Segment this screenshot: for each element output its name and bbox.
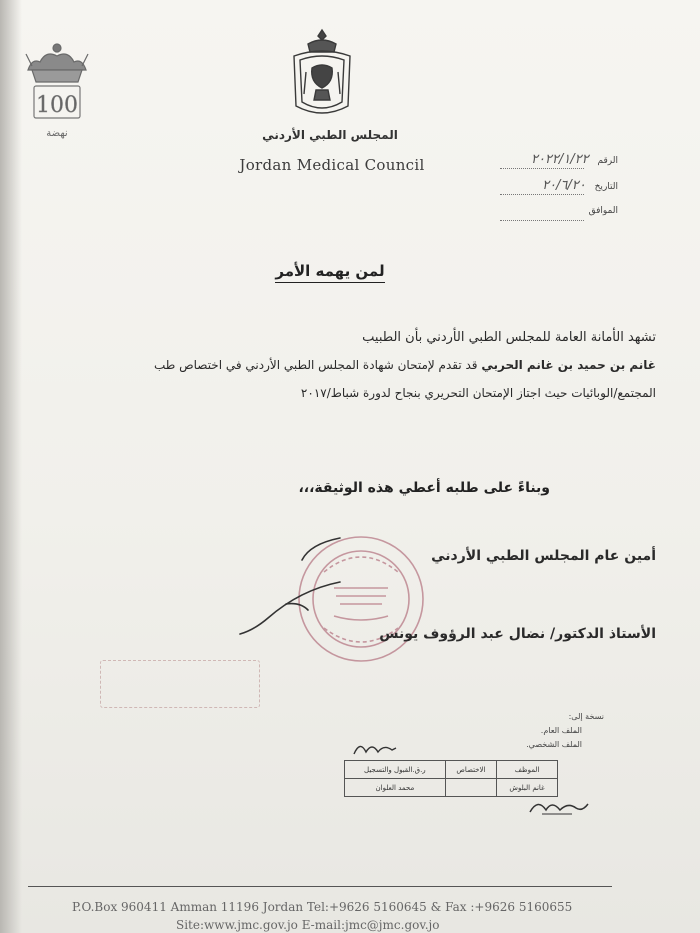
closing-statement: وبناءً على طلبه أعطي هذه الوثيقة،،، [298, 480, 550, 496]
council-name-english: Jordan Medical Council [239, 156, 425, 174]
table-cell [445, 779, 496, 797]
date-field [508, 178, 618, 193]
copies-block [404, 712, 604, 754]
date-dotted-line [500, 194, 584, 195]
table-cell: الموظف [497, 761, 558, 779]
copy-item: الملف الشخصي. [526, 740, 582, 749]
body-line-3: المجتمع/الوبائيات حيث اجتاز الإمتحان التحريري بنجاح لدورة شباط/٢٠١٧ [300, 386, 656, 400]
candidate-name: غانم بن حميد بن غانم الحربي [481, 358, 656, 372]
council-name-arabic: المجلس الطبي الأردني [262, 128, 398, 142]
signatory-title: أمين عام المجلس الطبي الأردني [431, 548, 656, 564]
date-value: ٢٠/٦/٢٠ [542, 178, 586, 193]
body-line-1: تشهد الأمانة العامة للمجلس الطبي الأردني بأن الطبيب [362, 330, 656, 345]
initials-scribble-icon [352, 738, 398, 760]
footer-contact-line: P.O.Box 960411 Amman 11196 Jordan Tel:+9626 5160645 & Fax :+9626 5160655 [72, 900, 573, 914]
coat-of-arms-icon [286, 28, 358, 124]
reference-field [508, 152, 618, 167]
copies-title: نسخة إلى: [568, 712, 604, 721]
footer-divider [28, 886, 612, 887]
body-line-2 [76, 358, 656, 372]
table-cell: محمد العلوان [345, 779, 446, 797]
reference-dotted-line [500, 168, 584, 169]
reference-value: ٢٠٢٢/١/٢٢ [530, 152, 589, 167]
table-cell: غانم البلوش [497, 779, 558, 797]
centenary-emblem-icon [18, 40, 96, 140]
signature-scribble-icon [190, 530, 350, 660]
approval-scribble-icon [528, 792, 590, 818]
letter-heading [200, 262, 460, 280]
centenary-caption: نهضة [46, 128, 68, 139]
footer-web-line: Site:www.jmc.gov.jo E-mail:jmc@jmc.gov.jo [176, 918, 440, 932]
copy-item: الملف العام. [540, 726, 582, 735]
corresponding-field [508, 206, 618, 216]
signatory-name: الأستاذ الدكتور/ نضال عبد الرؤوف يونس [379, 626, 656, 642]
corresponding-label: الموافق [588, 206, 618, 216]
routing-table [344, 760, 558, 797]
reference-label: الرقم [597, 156, 618, 166]
body-line-2-rest: قد تقدم لإمتحان شهادة المجلس الطبي الأردني في اختصاص طب [153, 358, 478, 372]
table-cell: ر.ق.القبول والتسجيل [345, 761, 446, 779]
faded-stamp-icon [100, 660, 260, 708]
table-row [345, 779, 558, 797]
centenary-number: 100 [36, 93, 78, 118]
date-label: التاريخ [594, 182, 618, 192]
table-row [345, 761, 558, 779]
letter-heading-text: لمن يهمه الأمر [275, 262, 384, 283]
table-cell: الاختصاص [445, 761, 496, 779]
corresponding-dotted-line [500, 220, 584, 221]
